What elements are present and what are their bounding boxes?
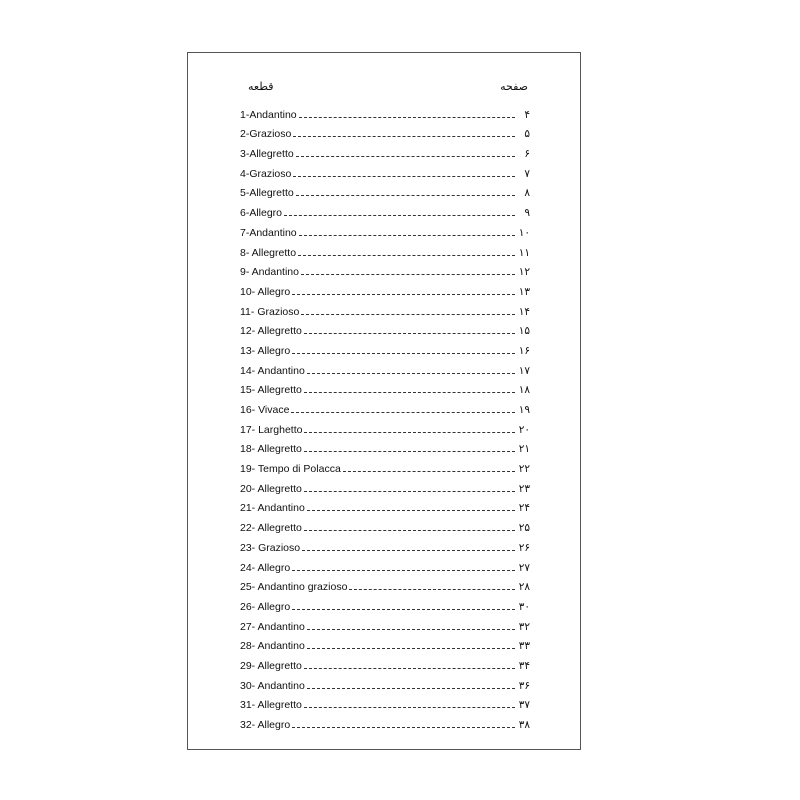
toc-entry-title: 25- Andantino grazioso (240, 581, 348, 594)
toc-entry (240, 416, 530, 436)
dot-leader (292, 294, 515, 295)
dot-leader (349, 589, 515, 590)
toc-entry-title: 29- Allegretto (240, 659, 302, 672)
toc-entry-page-number: ۱۱ (518, 246, 530, 259)
toc-entry (240, 613, 530, 633)
dot-leader (301, 314, 515, 315)
toc-entry-title: 21- Andantino (240, 502, 305, 515)
toc-entry (240, 259, 530, 279)
toc-entry-page-number: ۷ (524, 167, 530, 180)
dot-leader (292, 727, 515, 728)
toc-entry-title: 28- Andantino (240, 640, 305, 653)
column-label-piece: قطعه (248, 80, 274, 93)
dot-leader (299, 117, 515, 118)
toc-entry (240, 199, 530, 219)
toc-entry-page-number: ۱۹ (518, 404, 530, 416)
toc-entry (240, 652, 530, 672)
toc-entry-page-number: ۱۷ (518, 364, 530, 377)
toc-entry (240, 140, 530, 160)
toc-entry-title: 2-Grazioso (240, 128, 292, 141)
toc-entry-page-number: ۲۴ (518, 502, 530, 515)
toc-entry-page-number: ۵ (524, 128, 530, 141)
toc-entry (240, 278, 530, 298)
toc-entry (240, 180, 530, 200)
dot-leader (304, 392, 515, 393)
toc-entry-title: 15- Allegretto (240, 384, 302, 397)
toc-entry-title: 16- Vivace (240, 404, 290, 416)
toc-entry (240, 298, 530, 318)
toc-entry-page-number: ۱۳ (518, 285, 530, 298)
toc-entry-title: 17- Larghetto (240, 423, 303, 436)
toc-entry (240, 101, 530, 121)
toc-entry-page-number: ۳۷ (518, 699, 530, 712)
dot-leader (296, 195, 515, 196)
toc-entry-page-number: ۲۰ (518, 423, 530, 436)
toc-entry (240, 672, 530, 692)
toc-entry-page-number: ۳۸ (518, 719, 530, 731)
toc-entry (240, 337, 530, 357)
dot-leader (307, 510, 515, 511)
toc-entry (240, 495, 530, 515)
toc-entry-page-number: ۳۲ (518, 620, 530, 633)
toc-entry (240, 160, 530, 180)
toc-entry (240, 377, 530, 397)
dot-leader (304, 491, 515, 492)
dot-leader (293, 136, 515, 137)
dot-leader (307, 688, 515, 689)
toc-entry-page-number: ۱۲ (518, 266, 530, 279)
toc-entry (240, 318, 530, 338)
toc-entry-page-number: ۲۸ (518, 581, 530, 594)
toc-entry-page-number: ۱۴ (518, 305, 530, 318)
toc-entry-title: 30- Andantino (240, 679, 305, 692)
dot-leader (304, 668, 515, 669)
toc-entry-page-number: ۴ (524, 108, 530, 121)
toc-entry-title: 10- Allegro (240, 285, 291, 298)
toc-entry-title: 31- Allegretto (240, 699, 302, 712)
toc-entry (240, 357, 530, 377)
toc-entry (240, 593, 530, 613)
toc-entry (240, 633, 530, 653)
dot-leader (307, 373, 515, 374)
toc-entry-title: 13- Allegro (240, 344, 291, 357)
toc-entry-title: 27- Andantino (240, 620, 305, 633)
toc-entry-page-number: ۱۰ (518, 226, 530, 239)
toc-entry-title: 1-Andantino (240, 108, 297, 121)
toc-entry-title: 32- Allegro (240, 719, 291, 731)
toc-entry-title: 8- Allegretto (240, 246, 297, 259)
toc-entry (240, 436, 530, 456)
dot-leader (284, 215, 515, 216)
toc-entry-page-number: ۳۰ (518, 600, 530, 613)
dot-leader (302, 550, 515, 551)
toc-entry-title: 6-Allegro (240, 207, 283, 220)
dot-leader (304, 451, 515, 452)
toc-entry-title: 4-Grazioso (240, 167, 292, 180)
toc-entry (240, 455, 530, 475)
toc-entry-title: 14- Andantino (240, 364, 305, 377)
dot-leader (291, 412, 515, 413)
dot-leader (292, 353, 515, 354)
toc-entry (240, 219, 530, 239)
toc-entry-title: 19- Tempo di Polacca (240, 463, 341, 476)
toc-entry-page-number: ۶ (524, 148, 530, 161)
toc-header (240, 80, 530, 96)
dot-leader (304, 333, 515, 334)
dot-leader (304, 707, 515, 708)
toc-entry (240, 574, 530, 594)
toc-entry-title: 9- Andantino (240, 266, 299, 279)
dot-leader (293, 176, 515, 177)
toc-entry (240, 692, 530, 712)
dot-leader (343, 471, 515, 472)
dot-leader (292, 609, 515, 610)
toc-entry-page-number: ۲۷ (518, 561, 530, 574)
toc-entry-page-number: ۸ (524, 187, 530, 200)
toc-entry-page-number: ۳۶ (518, 679, 530, 692)
toc-entry-title: 12- Allegretto (240, 325, 302, 338)
toc-entry (240, 396, 530, 416)
toc-entry (240, 239, 530, 259)
toc-entry (240, 711, 530, 731)
toc-entry-title: 23- Grazioso (240, 541, 301, 554)
toc-entry-title: 5-Allegretto (240, 187, 294, 200)
toc-entry (240, 121, 530, 141)
toc-entry-title: 11- Grazioso (240, 305, 300, 318)
toc-entry-page-number: ۲۵ (518, 522, 530, 535)
toc-entry-title: 24- Allegro (240, 561, 291, 574)
toc-entry-title: 3-Allegretto (240, 148, 294, 161)
toc-entry-page-number: ۱۶ (518, 344, 530, 357)
toc-entry-page-number: ۲۳ (518, 482, 530, 495)
toc-entry-title: 26- Allegro (240, 600, 291, 613)
dot-leader (299, 235, 515, 236)
toc-entry-title: 7-Andantino (240, 226, 297, 239)
dot-leader (307, 648, 515, 649)
toc-entry (240, 514, 530, 534)
toc-entry-title: 20- Allegretto (240, 482, 302, 495)
column-label-page: صفحه (500, 80, 528, 93)
toc-entry-page-number: ۳۴ (518, 659, 530, 672)
toc-entry-page-number: ۱۵ (518, 325, 530, 338)
toc-entry (240, 475, 530, 495)
dot-leader (301, 274, 515, 275)
toc-entry-page-number: ۳۳ (518, 640, 530, 653)
toc-entry (240, 554, 530, 574)
dot-leader (292, 570, 515, 571)
document-page (187, 52, 581, 750)
dot-leader (304, 530, 515, 531)
toc-entry-page-number: ۱۸ (518, 384, 530, 397)
toc-entry-title: 22- Allegretto (240, 522, 302, 535)
dot-leader (296, 156, 515, 157)
dot-leader (304, 432, 515, 433)
toc-entry-page-number: ۹ (524, 207, 530, 220)
dot-leader (307, 629, 515, 630)
toc-entry-page-number: ۲۲ (518, 463, 530, 476)
toc-entry-page-number: ۲۶ (518, 541, 530, 554)
toc-entry-title: 18- Allegretto (240, 443, 302, 456)
toc-entry-page-number: ۲۱ (518, 443, 530, 456)
table-of-contents (240, 101, 530, 731)
toc-entry (240, 534, 530, 554)
dot-leader (298, 255, 515, 256)
